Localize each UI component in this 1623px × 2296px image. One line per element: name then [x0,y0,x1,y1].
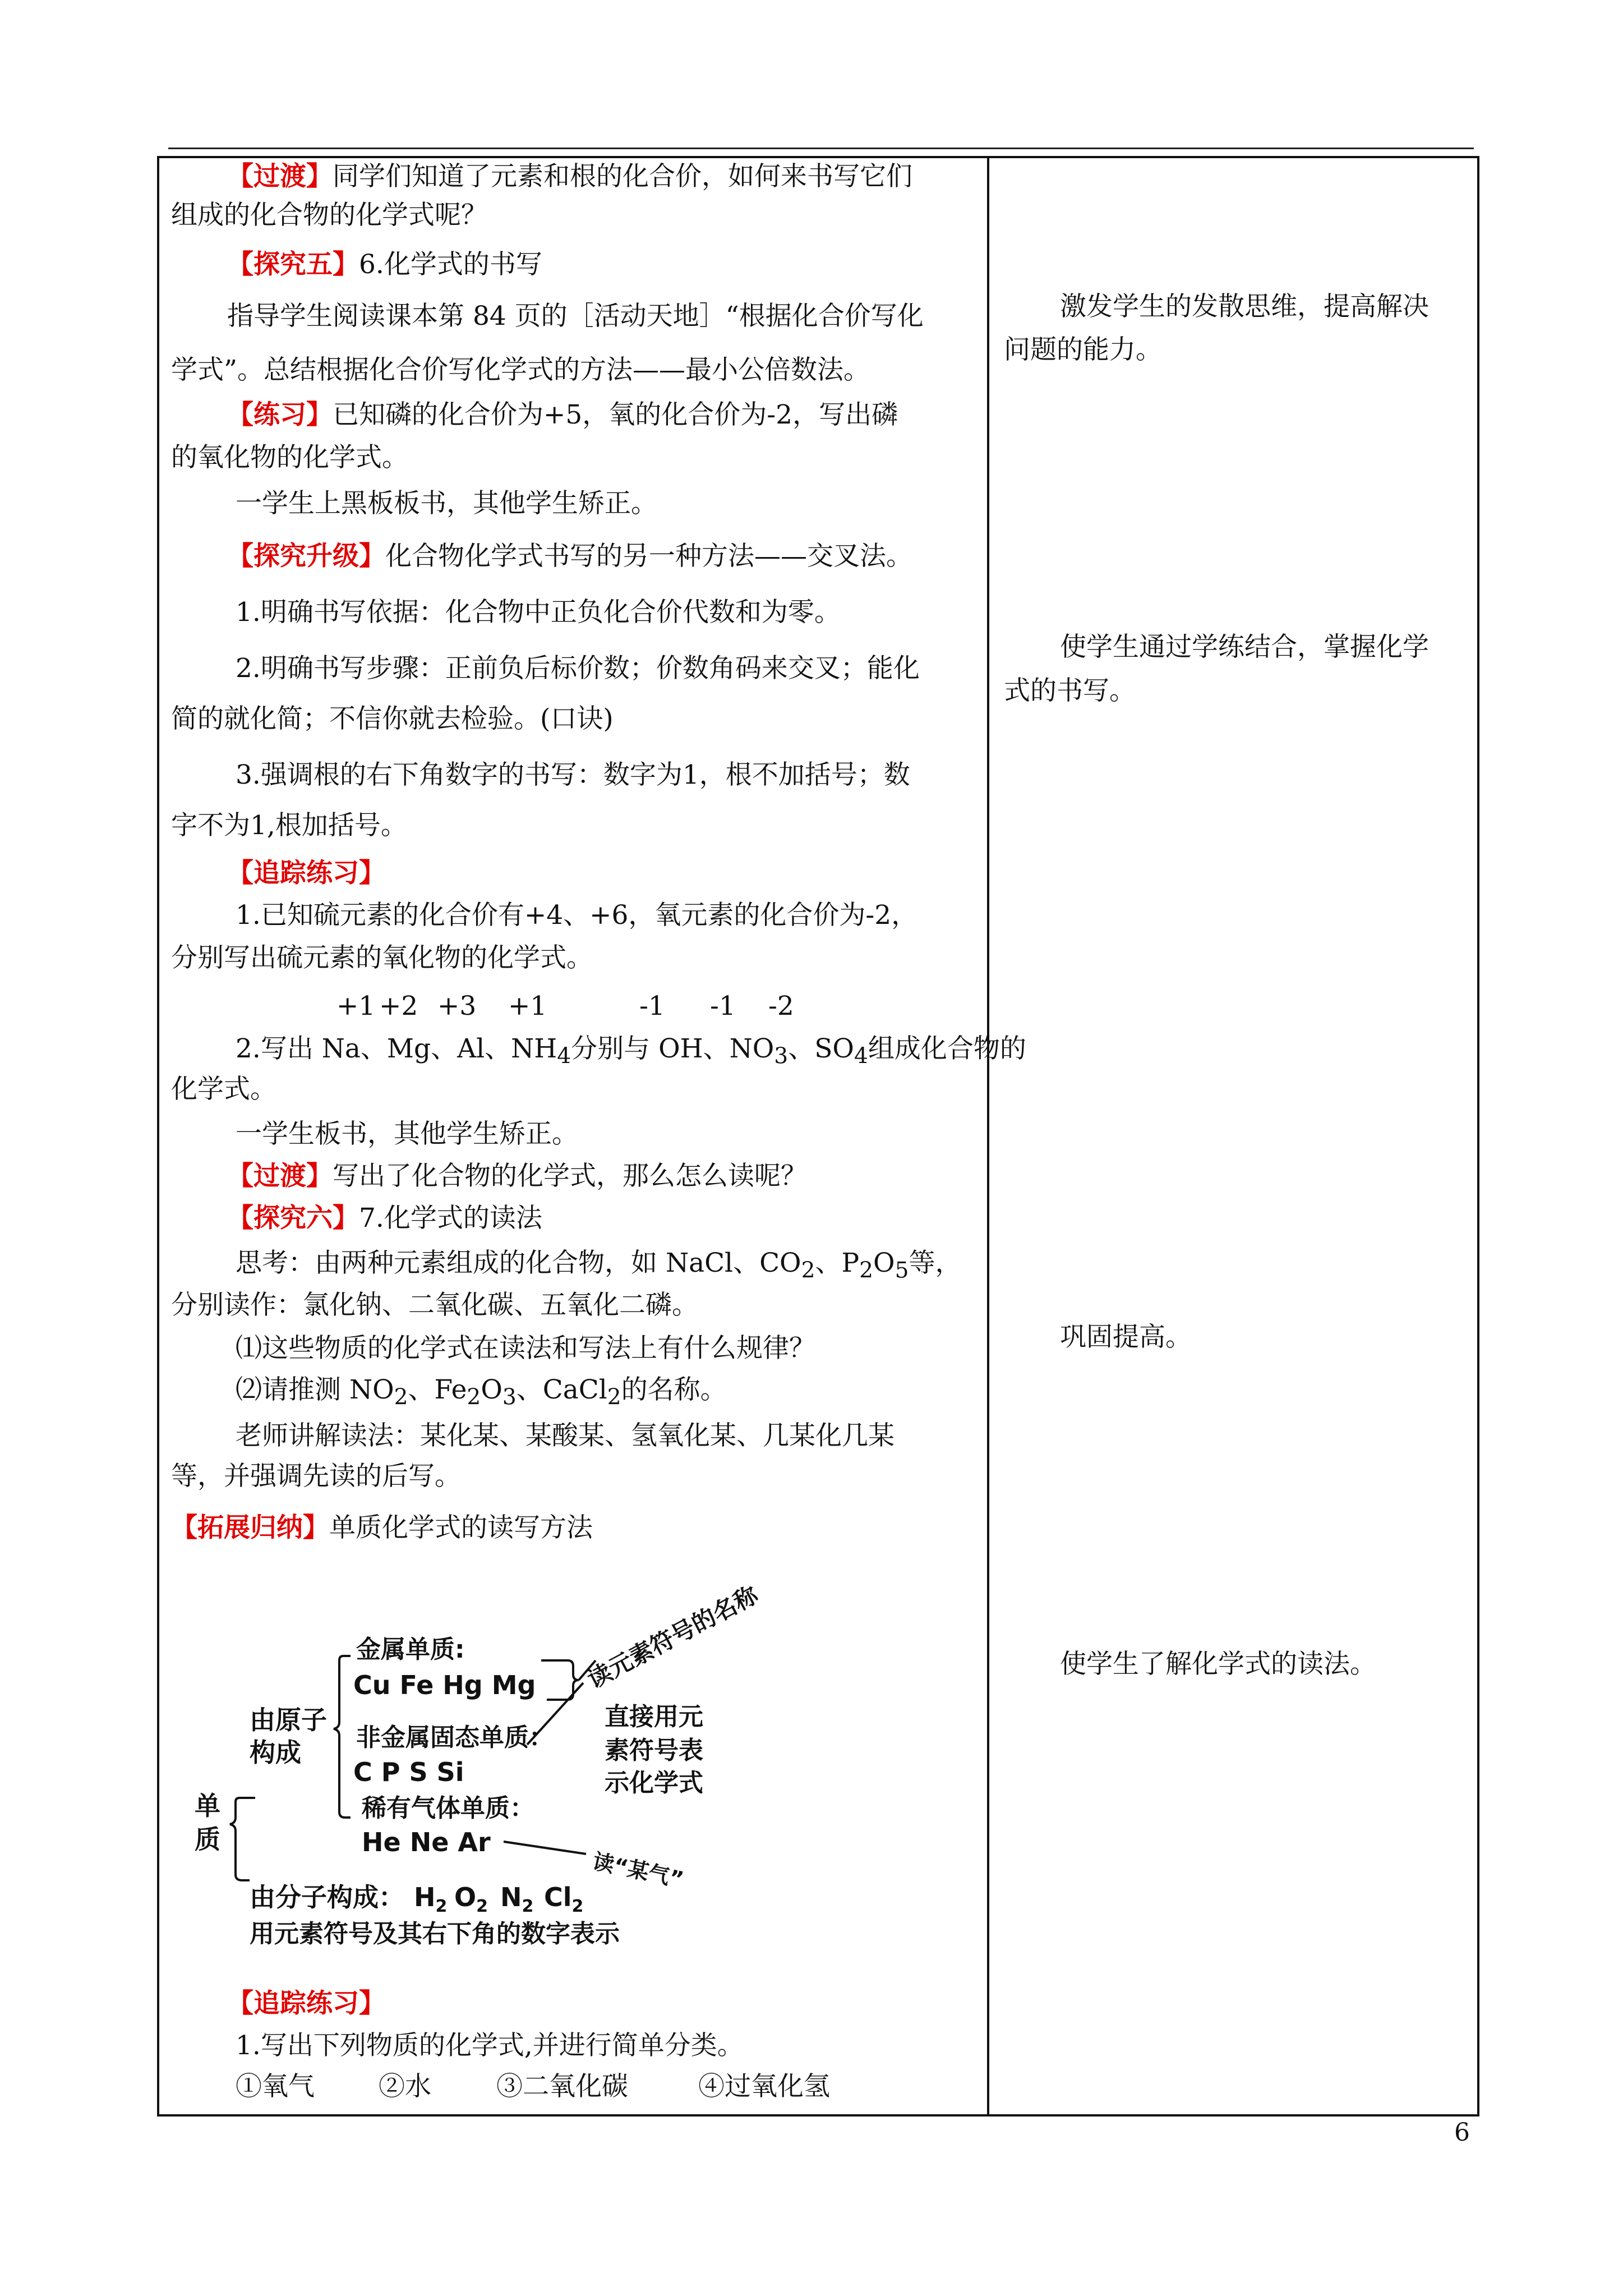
valence-3: +3 [437,991,477,1022]
track-practice-heading-1 [227,855,385,891]
molecule-note: 用元素符号及其右下角的数字表示 [250,1920,620,1948]
note-4: 使学生了解化学式的读法。 [1060,1649,1376,1680]
valence-1: +1 [336,991,376,1022]
final-item-1: ①氧气 [236,2071,315,2102]
molecule-n2: $N_2$ [500,1882,534,1916]
extend-tag: 【拓展归纳】 [171,1512,329,1543]
teacher-line-1: 老师讲解读法：某化某、某酸某、氢氧化某、几某化几某 [236,1420,895,1451]
think-line-2: 分别读作：氯化钠、二氧化碳、五氧化二磷。 [171,1290,698,1320]
transition-tag-2: 【过渡】 [227,1161,333,1191]
molecule-cl2: $Cl_2$ [544,1882,584,1916]
valence-5: -1 [639,991,665,1022]
transition-line-1: 【过渡】同学们知道了元素和根的化合价，如何来书写它们 [227,161,912,192]
question-1-line-2: 分别写出硫元素的氧化物的化学式。 [171,942,593,973]
direct-line-1: 直接用元 [605,1703,703,1731]
atom-branch-line-1: 由原子 [250,1705,327,1735]
step-2-line-2: 简的就化简；不信你就去检验。(口诀) [171,703,614,734]
track-tag-2: 【追踪练习】 [227,1988,385,2019]
direct-line-3: 示化学式 [605,1769,703,1797]
practice-line-1: 【练习】已知磷的化合价为+5，氧的化合价为-2，写出磷 [227,399,898,430]
noble-label: 稀有气体单质： [362,1794,534,1823]
question-2-line-1: 2.写出 Na、Mg、Al、$NH_4$分别与 OH、$NO_3$、$SO_4$组成化合物的 [236,1033,1026,1069]
nonmetal-items: C P S Si [353,1757,464,1787]
molecule-h2: $H_2$ [414,1882,448,1916]
read-symbol-label: 读元素符号的名称 [583,1580,763,1694]
transition-tag: 【过渡】 [227,161,333,192]
practice-line-2: 的氧化物的化学式。 [171,442,408,473]
think-question-1: ⑴这些物质的化学式在读法和写法上有什么规律？ [236,1333,815,1364]
valence-4: +1 [508,991,547,1022]
molecule-o2: $O_2$ [454,1882,488,1916]
noble-items: He Ne Ar [362,1827,491,1857]
step-2-line-1: 2.明确书写步骤：正前负后标价数；价数角码来交叉；能化 [236,653,920,684]
note-2-line-2: 式的书写。 [1004,675,1136,706]
teacher-line-2: 等，并强调先读的后写。 [171,1461,461,1492]
note-3: 巩固提高。 [1060,1322,1192,1352]
note-1-line-2: 问题的能力。 [1004,334,1162,365]
final-item-4: ④过氧化氢 [698,2071,830,2102]
page-number: 6 [1454,2118,1470,2147]
step-1: 1.明确书写依据：化合物中正负化合价代数和为零。 [236,597,841,628]
upgrade-heading: 【探究升级】化合物化学式书写的另一种方法——交叉法。 [227,541,912,572]
practice-tag: 【练习】 [227,399,333,430]
board-note-2: 一学生板书，其他学生矫正。 [236,1119,578,1149]
board-note-1: 一学生上黑板板书，其他学生矫正。 [236,488,657,519]
transition-2: 【过渡】写出了化合物的化学式，那么怎么读呢？ [227,1161,807,1191]
final-question: 1.写出下列物质的化学式,并进行简单分类。 [236,2030,744,2061]
direct-line-2: 素符号表 [605,1736,703,1765]
nonmetal-label: 非金属固态单质： [356,1723,554,1752]
question-1-line-1: 1.已知硫元素的化合价有+4、+6，氧元素的化合价为-2， [236,900,918,931]
extend-heading: 【拓展归纳】单质化学式的读写方法 [171,1512,593,1543]
final-item-2: ②水 [379,2071,431,2102]
header-rule [168,148,1474,149]
think-question-2: ⑵请推测 $NO_2$、$Fe_2O_3$、CaCl$_2$的名称。 [236,1374,727,1410]
valence-7: -2 [768,991,794,1022]
root-label-1: 单 [195,1791,220,1821]
read-gas-label: 读“某气” [591,1848,686,1892]
step-3-line-2: 字不为1,根加括号。 [171,810,407,841]
metal-label: 金属单质: [356,1635,465,1664]
question-2-line-2: 化学式。 [171,1074,276,1105]
final-item-3: ③二氧化碳 [496,2071,628,2102]
transition-line-2: 组成的化合物的化学式呢？ [171,200,487,231]
step-3-line-1: 3.强调根的右下角数字的书写：数字为1，根不加括号；数 [236,760,910,790]
explore6-heading: 【探究六】7.化学式的读法 [227,1203,542,1234]
column-divider [987,156,989,2116]
explore5-heading: 【探究五】6.化学式的书写 [227,249,542,280]
note-2-line-1: 使学生通过学练结合，掌握化学 [1060,632,1429,662]
guide-line-2: 学式”。总结根据化合价写化学式的方法——最小公倍数法。 [171,355,870,385]
think-line-1: 思考：由两种元素组成的化合物，如 NaCl、$CO_2$、$P_2O_5$等， [236,1248,962,1283]
track-practice-heading-2 [227,1986,385,2022]
valence-6: -1 [710,991,736,1022]
root-label-2: 质 [195,1824,220,1855]
molecule-prefix: 由分子构成： [250,1882,404,1912]
note-1-line-1: 激发学生的发散思维，提高解决 [1060,291,1429,322]
valence-2: +2 [379,991,418,1022]
track-tag-1: 【追踪练习】 [227,858,385,889]
guide-line-1: 指导学生阅读课本第 84 页的［活动天地］“根据化合价写化 [227,301,924,332]
atom-branch-line-2: 构成 [250,1737,301,1768]
upgrade-tag: 【探究升级】 [227,541,385,572]
explore5-tag: 【探究五】 [227,249,359,280]
explore6-tag: 【探究六】 [227,1203,359,1234]
metal-items: Cu Fe Hg Mg [353,1670,536,1700]
